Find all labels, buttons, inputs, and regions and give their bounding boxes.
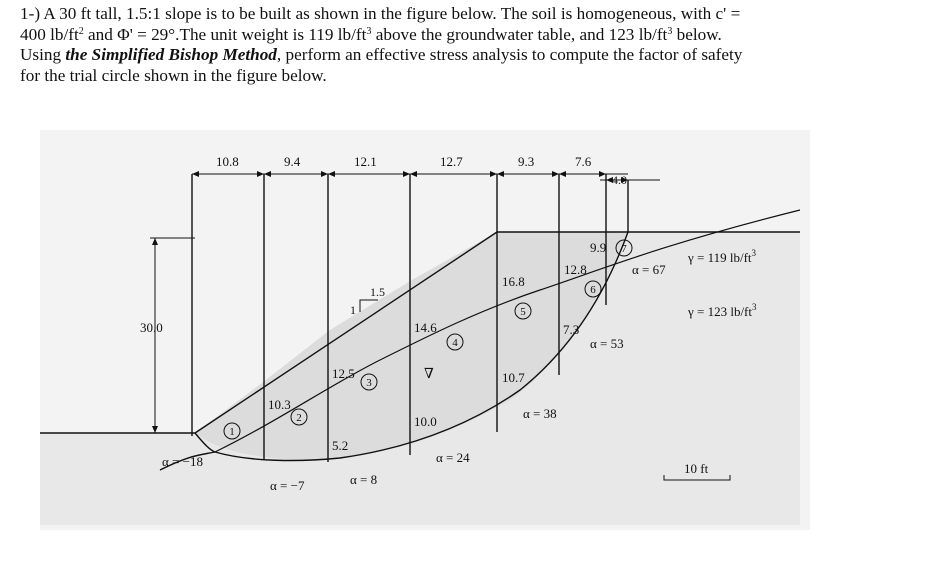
slice-number-2: 2	[296, 412, 302, 424]
width-label-6: 7.6	[575, 154, 592, 169]
problem-text: below.	[672, 24, 722, 44]
slice-number-1: 1	[229, 426, 235, 438]
slope-ratio-v: 1	[350, 303, 356, 317]
problem-statement	[20, 4, 920, 86]
slice-number-3: 3	[366, 377, 372, 389]
alpha-label-2: α = −7	[270, 478, 305, 493]
unit-weight-below: γ = 123 $lb/ft^3$	[688, 302, 757, 319]
slice-number-7: 7	[621, 243, 627, 255]
slice-number-4: 4	[452, 337, 458, 349]
problem-line-4	[20, 66, 920, 87]
slice-height-10.0: 10.0	[414, 414, 437, 429]
slice-height-12.5: 12.5	[332, 366, 355, 381]
scale-label: 10 ft	[684, 461, 709, 476]
width-label-5: 9.3	[518, 154, 535, 169]
problem-text: for the trial circle shown in the figure below.	[20, 65, 327, 85]
superscript: 3	[366, 25, 372, 37]
alpha-label-6: α = 53	[590, 336, 624, 351]
method-name: the Simplified Bishop Method	[65, 45, 277, 65]
width-label-4: 12.7	[440, 154, 463, 169]
alpha-label-5: α = 38	[523, 406, 557, 421]
slice-number-6: 6	[590, 284, 596, 296]
superscript: 2	[78, 25, 84, 37]
alpha-label-7: α = 67	[632, 262, 666, 277]
alpha-label-4: α = 24	[436, 450, 470, 465]
width-label-7: 4.0	[612, 173, 627, 187]
width-label-1: 10.8	[216, 154, 239, 169]
slice-height-14.6: 14.6	[414, 320, 437, 335]
slice-height-7.3: 7.3	[563, 322, 580, 337]
slope-figure	[40, 130, 810, 530]
alpha-label-1: α = −18	[162, 454, 203, 469]
problem-line-3	[20, 45, 920, 66]
width-label-3: 12.1	[354, 154, 377, 169]
problem-line-2	[20, 25, 920, 46]
height-label: 30.0	[140, 320, 163, 335]
problem-text: , perform an effective stress analysis to compute the factor of safety	[276, 45, 743, 65]
slice-height-16.8: 16.8	[502, 274, 525, 289]
slice-height-5.2: 5.2	[332, 438, 349, 453]
alpha-label-3: α = 8	[350, 472, 378, 487]
cohesion-text: 400 lb/ft	[20, 24, 79, 44]
slice-height-9.9: 9.9	[590, 240, 607, 255]
slice-height-10.7: 10.7	[502, 370, 525, 385]
width-label-2: 9.4	[284, 154, 301, 169]
slice-height-12.8: 12.8	[564, 262, 587, 277]
superscript: 3	[667, 25, 673, 37]
problem-text: 1-) A 30 ft tall, 1.5:1 slope is to be built as shown in the figure below. The soil is homogeneous, with c' =	[20, 4, 741, 23]
friction-text: and Φ' = 29°.The unit weight is 119 lb/ft	[83, 24, 367, 44]
problem-text: Using	[20, 45, 66, 65]
slope-ratio-h: 1.5	[370, 285, 385, 299]
water-table-symbol: ∇	[424, 367, 434, 382]
slice-number-5: 5	[520, 306, 526, 318]
slice-height-10.3: 10.3	[268, 397, 291, 412]
unit-weight-above: γ = 119 $lb/ft^3$	[688, 248, 757, 265]
unit-weight-text: above the groundwater table, and 123 lb/ft	[371, 24, 668, 44]
problem-line-1	[20, 4, 920, 25]
